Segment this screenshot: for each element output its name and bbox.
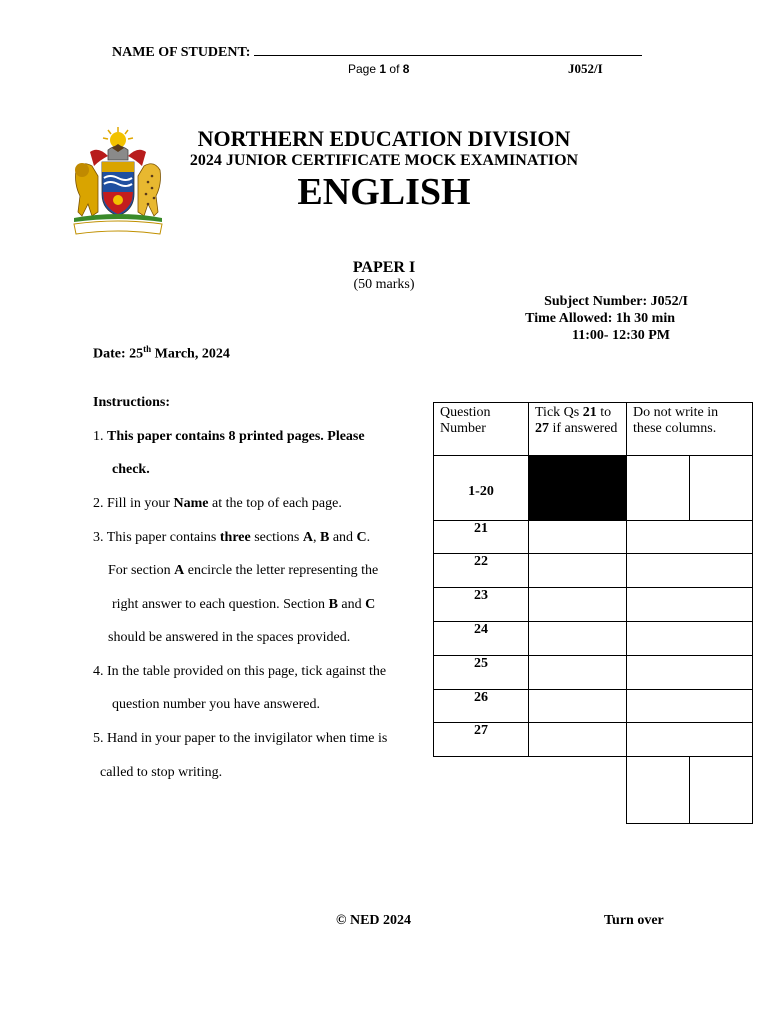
tick-cell[interactable]: [529, 723, 627, 757]
instruction-1: 1. This paper contains 8 printed pages. Please: [93, 429, 365, 444]
tick-cell[interactable]: [529, 622, 627, 656]
examiner-cell: [627, 554, 753, 588]
exam-title: 2024 JUNIOR CERTIFICATE MOCK EXAMINATION: [189, 152, 579, 169]
instruction-3-cont-a: For section A encircle the letter representing the: [108, 563, 379, 578]
col-question-number-header: Question Number: [434, 403, 529, 456]
exam-date: Date: 25th March, 2024: [93, 344, 230, 362]
question-number: 24: [434, 622, 529, 656]
tick-cell-blocked: [529, 456, 627, 521]
turn-over-label: Turn over: [604, 913, 664, 928]
examiner-cell: [627, 723, 753, 757]
examiner-cell: [627, 456, 690, 521]
instruction-4-cont: question number you have answered.: [112, 697, 320, 712]
examiner-cell: [627, 690, 753, 723]
division-title: NORTHERN EDUCATION DIVISION: [197, 126, 571, 151]
table-row: [434, 656, 753, 690]
examiner-cell: [627, 656, 753, 690]
question-number: 26: [434, 690, 529, 723]
examiner-total-cell: [690, 757, 753, 824]
table-row: [434, 723, 753, 757]
subject-title: ENGLISH: [297, 171, 471, 213]
table-row: [434, 521, 753, 554]
subject-number: Subject Number: J052/I: [544, 294, 688, 309]
question-number: 21: [434, 521, 529, 554]
student-name-field[interactable]: [112, 43, 642, 61]
instruction-3-cont-b: right answer to each question. Section B and C: [112, 597, 376, 612]
col-tick-header: Tick Qs 21 to 27 if answered: [529, 403, 627, 456]
examiner-cell: [627, 521, 753, 554]
question-number: 25: [434, 656, 529, 690]
instructions-heading: Instructions:: [93, 395, 171, 410]
page-number: Page 1 of 8: [348, 62, 410, 76]
examiner-cell: [627, 622, 753, 656]
table-total-row: [434, 757, 753, 824]
table-header-row: [434, 403, 753, 456]
instruction-5: 5. Hand in your paper to the invigilator when time is: [93, 731, 388, 746]
instruction-3: 3. This paper contains three sections A, B and C.: [93, 530, 371, 545]
table-row: [434, 622, 753, 656]
question-tick-table: [433, 402, 753, 824]
examiner-cell: [627, 588, 753, 622]
table-row: [434, 554, 753, 588]
table-row: [434, 588, 753, 622]
instruction-2: 2. Fill in your Name at the top of each page.: [93, 496, 342, 511]
examiner-cell: [690, 456, 753, 521]
col-examiner-header: Do not write in these columns.: [627, 403, 753, 456]
instruction-3-cont-c: should be answered in the spaces provided.: [108, 630, 351, 645]
examiner-total-cell: [627, 757, 690, 824]
tick-cell[interactable]: [529, 588, 627, 622]
tick-cell[interactable]: [529, 554, 627, 588]
tick-cell[interactable]: [529, 521, 627, 554]
paper-marks: (50 marks): [353, 277, 415, 292]
instruction-4: 4. In the table provided on this page, tick against the: [93, 664, 387, 679]
question-number: 22: [434, 554, 529, 588]
instruction-5-cont: called to stop writing.: [100, 765, 223, 780]
question-number: 27: [434, 723, 529, 757]
table-row: [434, 456, 753, 521]
paper-title: PAPER I: [352, 259, 416, 276]
instruction-1-cont: check.: [112, 462, 150, 477]
time-range: 11:00- 12:30 PM: [572, 328, 670, 343]
paper-code: J052/I: [568, 61, 603, 76]
student-name-blank[interactable]: [254, 43, 642, 56]
question-number: 1-20: [434, 456, 529, 521]
question-number: 23: [434, 588, 529, 622]
table-row: [434, 690, 753, 723]
tick-cell[interactable]: [529, 690, 627, 723]
student-name-label: NAME OF STUDENT:: [112, 45, 251, 60]
tick-cell[interactable]: [529, 656, 627, 690]
time-allowed: Time Allowed: 1h 30 min: [525, 311, 675, 326]
copyright: © NED 2024: [336, 913, 412, 928]
